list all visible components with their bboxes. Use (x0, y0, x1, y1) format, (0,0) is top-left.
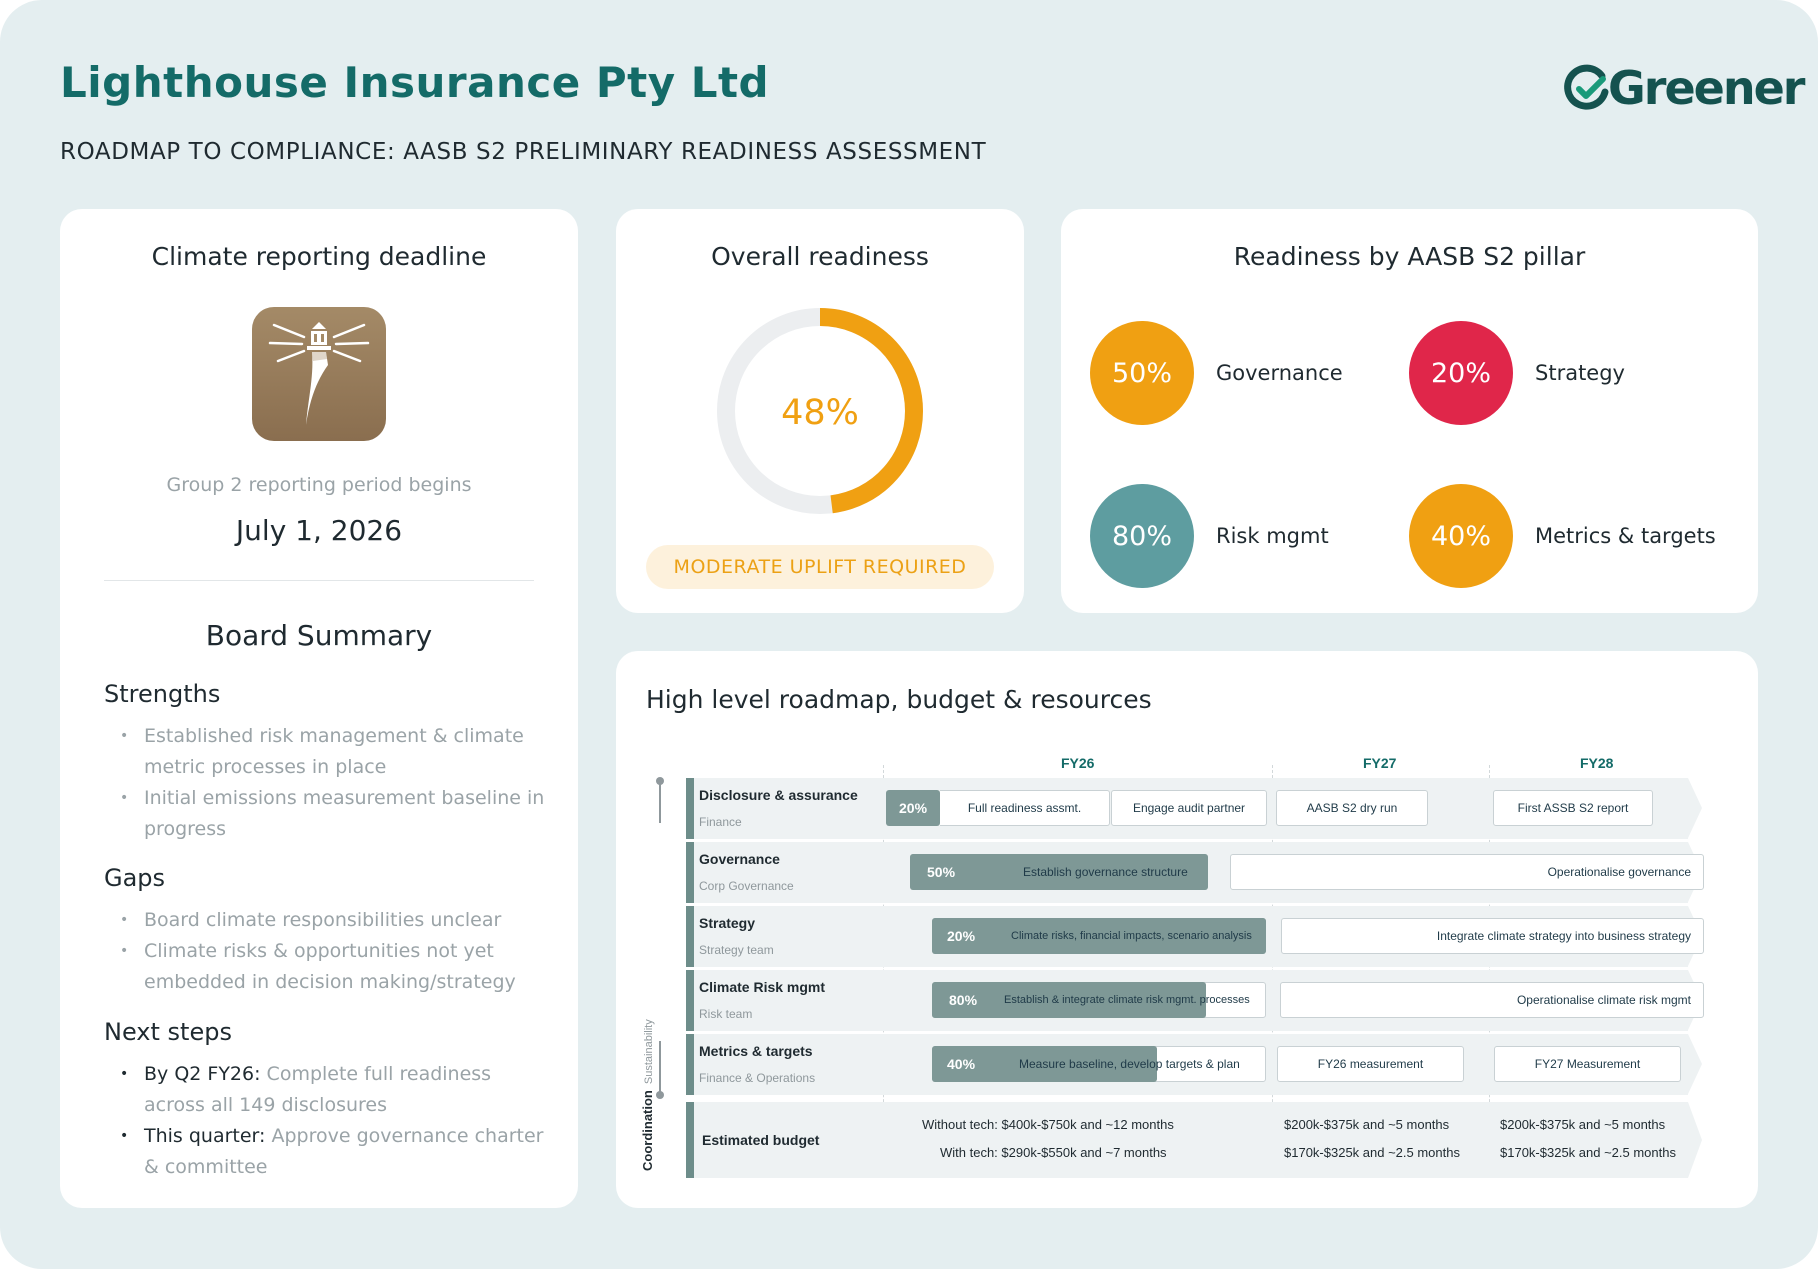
pillar-label: Risk mgmt (1216, 524, 1329, 548)
pillar-risk-mgmt (1090, 484, 1329, 588)
overall-title: Overall readiness (711, 242, 929, 271)
greener-check-icon (1562, 64, 1610, 112)
coordination-dot (656, 777, 664, 785)
deadline-date: July 1, 2026 (235, 514, 403, 547)
coordination-dot (656, 1091, 664, 1099)
deadline-title: Climate reporting deadline (151, 242, 487, 271)
pillar-title: Readiness by AASB S2 pillar (1233, 242, 1586, 271)
pillar-strategy (1409, 321, 1625, 425)
roadmap-title: High level roadmap, budget & resources (646, 685, 1152, 714)
coordination-line (659, 1041, 661, 1095)
task-box: Integrate climate strategy into business strategy (1281, 918, 1704, 954)
list-item: • Established risk management & climate metric processes in place (120, 721, 550, 783)
strengths-heading: Strengths (104, 680, 221, 708)
row-name: Metrics & targets (699, 1043, 813, 1059)
task-box: FY27 Measurement (1494, 1046, 1681, 1082)
task-label: Measure baseline, develop targets & plan (1019, 1057, 1240, 1071)
row-name: Climate Risk mgmt (699, 979, 826, 995)
period-label: Group 2 reporting period begins (166, 474, 472, 496)
pillar-score: 40% (1409, 484, 1513, 588)
gaps-list (120, 905, 550, 998)
list-item: • Climate risks & opportunities not yet embedded in decision making/strategy (120, 936, 550, 998)
pillar-label: Metrics & targets (1535, 524, 1716, 548)
fy-label: FY26 (1061, 755, 1095, 771)
progress-pct: 20% (947, 928, 976, 944)
board-summary-title: Board Summary (205, 619, 433, 652)
row-team: Corp Governance (699, 879, 794, 893)
coordination-line (659, 779, 661, 823)
lighthouse-icon (252, 307, 386, 441)
row-team: Finance (699, 815, 742, 829)
task-label: Establish governance structure (1023, 865, 1188, 879)
task-label: Establish & integrate climate risk mgmt. processes (1004, 994, 1250, 1006)
status-badge: MODERATE UPLIFT REQUIRED (646, 545, 994, 589)
budget-fy26-with-tech: With tech: $290k-$550k and ~7 months (940, 1145, 1167, 1160)
row-accent (686, 906, 694, 967)
pillar-label: Strategy (1535, 361, 1625, 385)
pillar-metrics-targets (1409, 484, 1716, 588)
list-item: • Board climate responsibilities unclear (120, 905, 550, 936)
progress-pct: 80% (949, 992, 978, 1008)
budget-label: Estimated budget (702, 1132, 820, 1148)
overall-readiness-card (616, 209, 1024, 613)
budget-row (686, 1102, 1688, 1178)
row-team: Finance & Operations (699, 1071, 816, 1085)
pillar-score: 80% (1090, 484, 1194, 588)
task-box: First ASSB S2 report (1493, 790, 1653, 826)
progress-pct: 40% (947, 1056, 976, 1072)
logo-wordmark: Greener (1608, 61, 1804, 115)
next-steps-heading: Next steps (104, 1018, 232, 1046)
strengths-list (120, 721, 550, 845)
row-name: Governance (699, 851, 780, 867)
list-item: • This quarter: Approve governance charter & committee (120, 1121, 550, 1183)
task-box: Engage audit partner (1111, 790, 1267, 826)
readiness-value: 48% (781, 393, 859, 433)
budget-fy28-without-tech: $200k-$375k and ~5 months (1500, 1117, 1666, 1132)
pillar-governance (1090, 321, 1343, 425)
row-name: Strategy (699, 915, 756, 931)
next-steps-list (120, 1059, 550, 1183)
pillar-label: Governance (1216, 361, 1343, 385)
row-team: Strategy team (699, 943, 774, 957)
row-accent (686, 842, 694, 903)
budget-fy27-with-tech: $170k-$325k and ~2.5 months (1284, 1145, 1460, 1160)
fy-label: FY27 (1363, 755, 1397, 771)
task-box: Full readiness assmt. (940, 790, 1110, 826)
budget-fy27-without-tech: $200k-$375k and ~5 months (1284, 1117, 1450, 1132)
budget-fy26-without-tech: Without tech: $400k-$750k and ~12 months (922, 1117, 1174, 1132)
row-accent (686, 970, 694, 1031)
task-box: AASB S2 dry run (1276, 790, 1428, 826)
list-item: • By Q2 FY26: Complete full readiness across all 149 disclosures (120, 1059, 550, 1121)
row-name: Disclosure & assurance (699, 787, 858, 803)
pillar-score: 50% (1090, 321, 1194, 425)
progress-pct: 50% (927, 864, 956, 880)
progress-pct: 20% (899, 800, 928, 816)
list-item: • Initial emissions measurement baseline in progress (120, 783, 550, 845)
pillar-readiness-card (1061, 209, 1758, 613)
task-box: Operationalise governance (1230, 854, 1704, 890)
budget-fy28-with-tech: $170k-$325k and ~2.5 months (1500, 1145, 1676, 1160)
company-title: Lighthouse Insurance Pty Ltd (60, 58, 770, 107)
coordination-label: CoordinationSustainability (640, 1019, 655, 1171)
greener-logo (1562, 60, 1803, 116)
task-box: FY26 measurement (1277, 1046, 1464, 1082)
fy-label: FY28 (1580, 755, 1614, 771)
row-accent (686, 1102, 694, 1178)
task-label: Climate risks, financial impacts, scenario analysis (1011, 930, 1252, 942)
roadmap-card (616, 651, 1758, 1208)
row-accent (686, 1034, 694, 1095)
task-box: Operationalise climate risk mgmt (1280, 982, 1704, 1018)
divider (104, 580, 534, 581)
row-team: Risk team (699, 1007, 753, 1021)
report-subtitle: ROADMAP TO COMPLIANCE: AASB S2 PRELIMINARY READINESS ASSESSMENT (60, 139, 987, 165)
deadline-card (60, 209, 578, 1208)
row-accent (686, 778, 694, 839)
gaps-heading: Gaps (104, 864, 166, 892)
pillar-score: 20% (1409, 321, 1513, 425)
